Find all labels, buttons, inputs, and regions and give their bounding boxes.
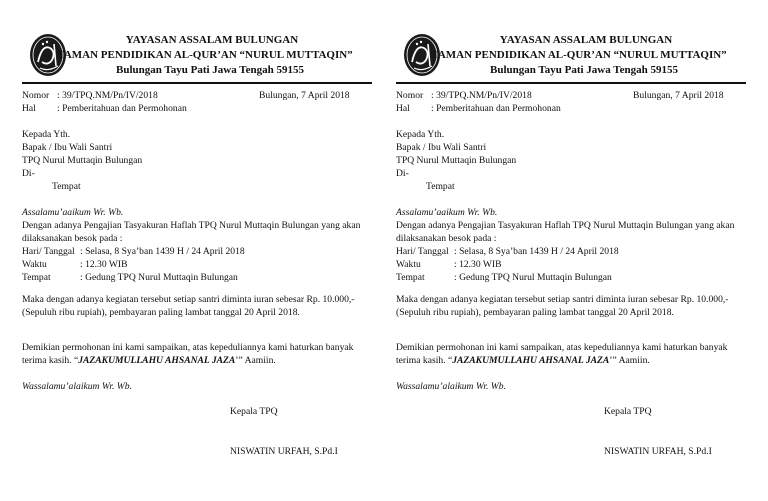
thanks-bold: JAZAKUMULLAHU AHSANAL JAZA (78, 355, 236, 366)
body-line: (Sepuluh ribu rupiah), pembayaran paling lambat tanggal 20 April 2018. (22, 307, 300, 318)
body-line: Demikian permohonan ini kami sampaikan, atas kepeduliannya kami haturkan banyak (396, 342, 728, 353)
hal-value: : Pemberitahuan dan Permohonan (57, 103, 187, 114)
detail-value: : Selasa, 8 Sya’ban 1439 H / 24 April 2018 (454, 246, 619, 257)
school-address: Bulungan Tayu Pati Jawa Tengah 59155 (116, 64, 304, 76)
recipient-line: Bapak / Ibu Wali Santri (22, 142, 113, 153)
nomor-label: Nomor (22, 90, 50, 101)
thanks-post: ’” Aamiin. (235, 355, 276, 366)
body-line: dilaksanakan besok pada : (22, 233, 123, 244)
school-name: TAMAN PENDIDIKAN AL-QUR’AN “NURUL MUTTAQIN” (431, 49, 727, 61)
detail-label: Waktu (396, 259, 421, 270)
signature-title: Kepala TPQ (604, 406, 652, 417)
letter-left (12, 0, 378, 501)
signature-name: NISWATIN URFAH, S.Pd.I (230, 446, 338, 457)
recipient-line: TPQ Nurul Muttaqin Bulungan (22, 155, 143, 166)
org-name: YAYASAN ASSALAM BULUNGAN (499, 34, 673, 46)
body-line: Demikian permohonan ini kami sampaikan, atas kepeduliannya kami haturkan banyak (22, 342, 354, 353)
greeting: Assalamu’aaikum Wr. Wb. (396, 207, 498, 218)
thanks-pre: terima kasih. “ (22, 355, 79, 366)
recipient-line: Tempat (426, 181, 455, 192)
closing: Wassalamu’alaikum Wr. Wb. (396, 381, 506, 392)
nomor-value: : 39/TPQ.NM/Pn/IV/2018 (57, 90, 158, 101)
detail-label: Tempat (22, 272, 51, 283)
detail-label: Hari/ Tanggal (22, 246, 75, 257)
detail-label: Waktu (22, 259, 47, 270)
letter-date: Bulungan, 7 April 2018 (259, 90, 350, 101)
closing: Wassalamu’alaikum Wr. Wb. (22, 381, 132, 392)
thanks-pre: terima kasih. “ (396, 355, 453, 366)
school-name: TAMAN PENDIDIKAN AL-QUR’AN “NURUL MUTTAQIN” (57, 49, 353, 61)
detail-label: Hari/ Tanggal (396, 246, 449, 257)
recipient-line: Bapak / Ibu Wali Santri (396, 142, 487, 153)
body-line: Dengan adanya Pengajian Tasyakuran Haflah TPQ Nurul Muttaqin Bulungan yang akan (396, 220, 735, 231)
school-address: Bulungan Tayu Pati Jawa Tengah 59155 (490, 64, 678, 76)
detail-label: Tempat (396, 272, 425, 283)
detail-value: : Gedung TPQ Nurul Muttaqin Bulungan (80, 272, 238, 283)
body-line: Maka dengan adanya kegiatan tersebut setiap santri diminta iuran sebesar Rp. 10.000,- (22, 294, 355, 305)
header-divider (22, 82, 372, 84)
recipient-line: Kepada Yth. (396, 129, 445, 140)
hal-value: : Pemberitahuan dan Permohonan (431, 103, 561, 114)
letter-date: Bulungan, 7 April 2018 (633, 90, 724, 101)
nomor-label: Nomor (396, 90, 424, 101)
recipient-line: Di- (396, 168, 409, 179)
signature-title: Kepala TPQ (230, 406, 278, 417)
hal-label: Hal (22, 103, 36, 114)
body-line: dilaksanakan besok pada : (396, 233, 497, 244)
recipient-line: Tempat (52, 181, 81, 192)
thanks-post: ’” Aamiin. (609, 355, 650, 366)
recipient-line: Kepada Yth. (22, 129, 71, 140)
body-line: Dengan adanya Pengajian Tasyakuran Haflah TPQ Nurul Muttaqin Bulungan yang akan (22, 220, 361, 231)
body-line (22, 355, 276, 367)
detail-value: : 12.30 WIB (80, 259, 128, 270)
hal-label: Hal (396, 103, 410, 114)
detail-value: : 12.30 WIB (454, 259, 502, 270)
recipient-line: Di- (22, 168, 35, 179)
greeting: Assalamu’aaikum Wr. Wb. (22, 207, 124, 218)
signature-name: NISWATIN URFAH, S.Pd.I (604, 446, 712, 457)
org-name: YAYASAN ASSALAM BULUNGAN (125, 34, 299, 46)
letter-right (386, 0, 752, 501)
header-divider (396, 82, 746, 84)
nomor-value: : 39/TPQ.NM/Pn/IV/2018 (431, 90, 532, 101)
thanks-bold: JAZAKUMULLAHU AHSANAL JAZA (452, 355, 610, 366)
recipient-line: TPQ Nurul Muttaqin Bulungan (396, 155, 517, 166)
body-line: (Sepuluh ribu rupiah), pembayaran paling lambat tanggal 20 April 2018. (396, 307, 674, 318)
body-line: Maka dengan adanya kegiatan tersebut setiap santri diminta iuran sebesar Rp. 10.000,- (396, 294, 729, 305)
body-line (396, 355, 650, 367)
detail-value: : Gedung TPQ Nurul Muttaqin Bulungan (454, 272, 612, 283)
detail-value: : Selasa, 8 Sya’ban 1439 H / 24 April 2018 (80, 246, 245, 257)
